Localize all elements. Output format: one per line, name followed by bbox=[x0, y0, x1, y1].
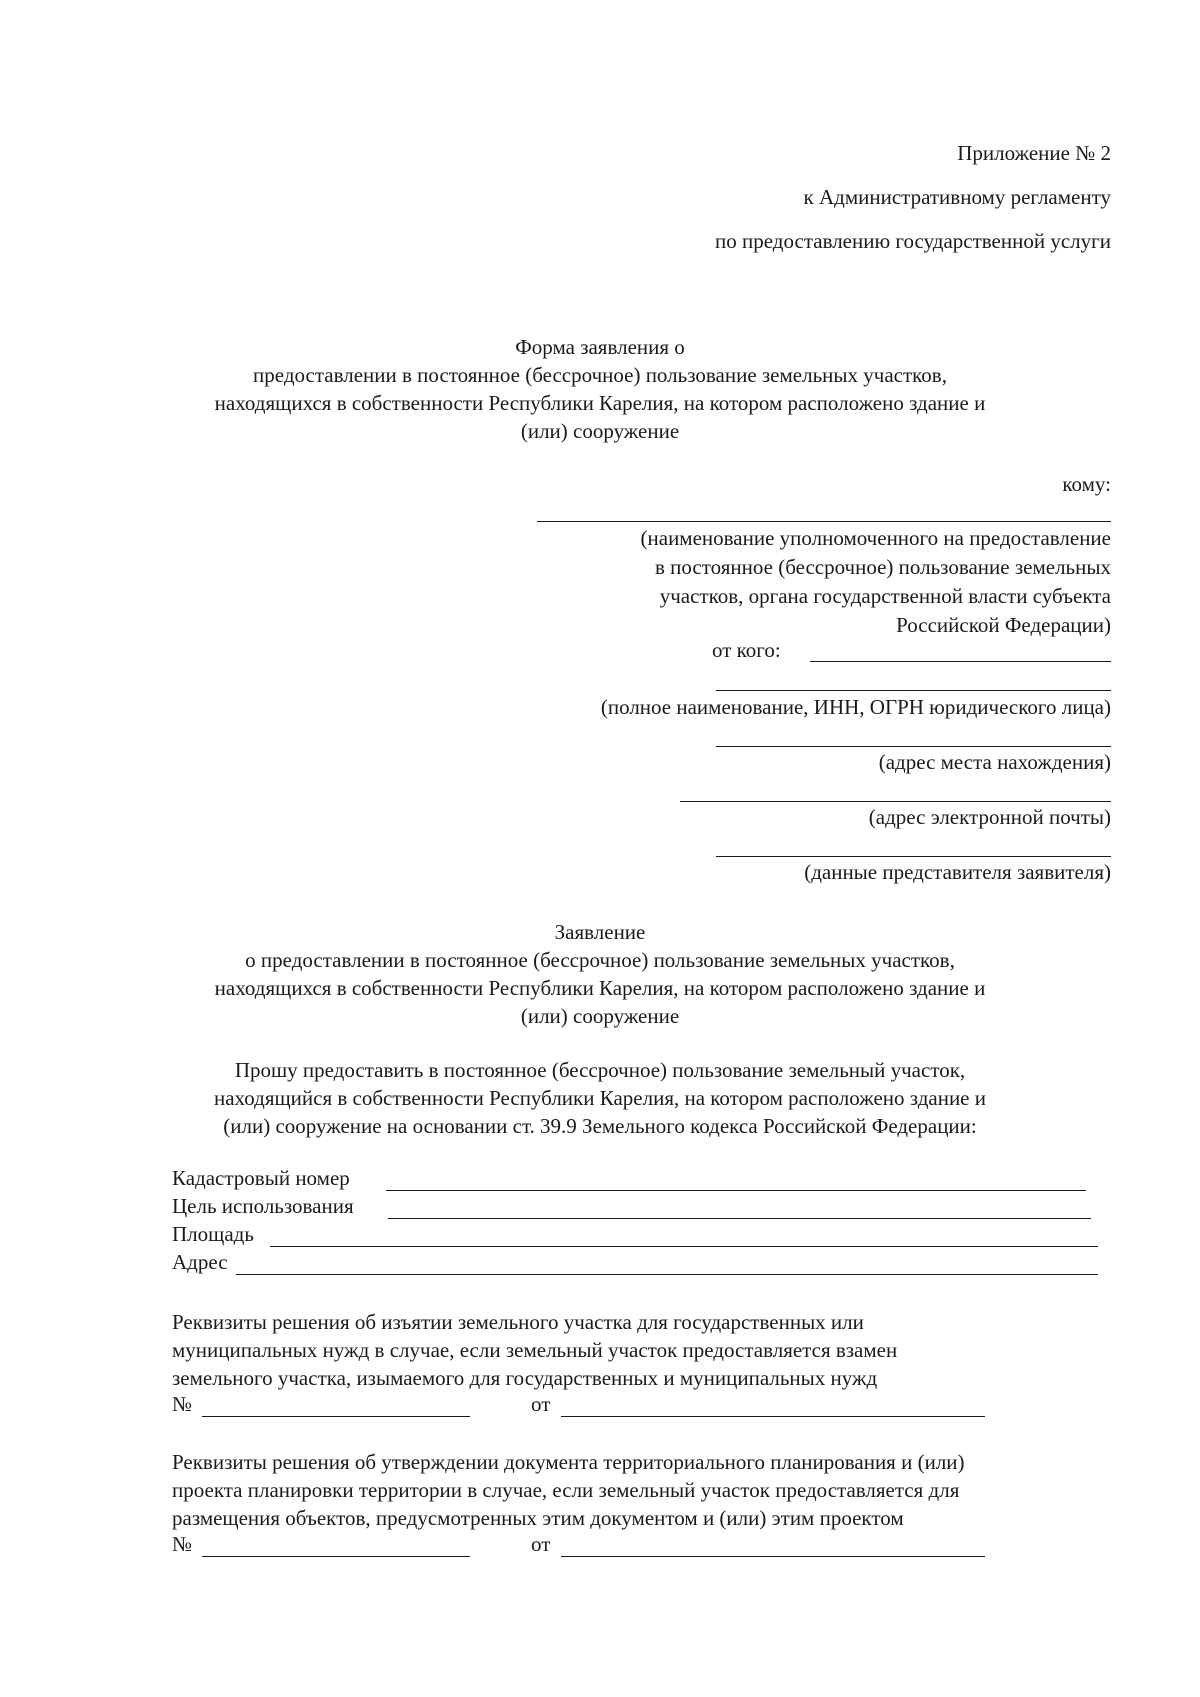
cadastral-label: Кадастровый номер bbox=[172, 1166, 350, 1190]
address-label: Адрес bbox=[172, 1250, 228, 1274]
statement-title-line-3: находящихся в собственности Республики Карелия, на котором расположено здание и bbox=[214, 976, 986, 1000]
planning-date-field[interactable] bbox=[561, 1556, 985, 1557]
legal-entity-line[interactable] bbox=[716, 690, 1111, 691]
statement-title-line-1: Заявление bbox=[554, 920, 646, 944]
planning-number-label: № bbox=[172, 1532, 193, 1556]
to-caption-line-3: участков, органа государственной власти субъекта bbox=[659, 584, 1111, 608]
seizure-line-3: земельного участка, изымаемого для государственных и муниципальных нужд bbox=[172, 1366, 878, 1390]
purpose-field[interactable] bbox=[388, 1218, 1091, 1219]
from-line[interactable] bbox=[810, 661, 1111, 662]
to-caption-line-4: Российской Федерации) bbox=[896, 613, 1111, 637]
appendix-header bbox=[715, 131, 1111, 263]
seizure-line-1: Реквизиты решения об изъятии земельного участка для государственных или bbox=[172, 1310, 864, 1334]
purpose-label: Цель использования bbox=[172, 1194, 354, 1218]
address-field[interactable] bbox=[236, 1274, 1098, 1275]
seizure-line-2: муниципальных нужд в случае, если земельный участок предоставляется взамен bbox=[172, 1338, 898, 1362]
form-title-line-2: предоставлении в постоянное (бессрочное) пользование земельных участков, bbox=[253, 363, 947, 387]
statement-title-line-4: (или) сооружение bbox=[520, 1004, 680, 1028]
from-label: от кого: bbox=[712, 638, 781, 662]
area-label: Площадь bbox=[172, 1222, 254, 1246]
seizure-paragraph bbox=[172, 1308, 897, 1392]
request-line-1: Прошу предоставить в постоянное (бессрочное) пользование земельный участок, bbox=[234, 1058, 966, 1082]
statement-title bbox=[150, 918, 1050, 1030]
planning-line-2: проекта планировки территории в случае, если земельный участок предоставляется для bbox=[172, 1478, 960, 1502]
cadastral-number-field[interactable] bbox=[386, 1190, 1086, 1191]
to-label: кому: bbox=[1062, 472, 1111, 496]
request-line-3: (или) сооружение на основании ст. 39.9 Земельного кодекса Российской Федерации: bbox=[223, 1114, 977, 1138]
location-address-caption: (адрес места нахождения) bbox=[878, 750, 1111, 774]
representative-caption: (данные представителя заявителя) bbox=[804, 860, 1111, 884]
request-line-2: находящийся в собственности Республики Карелия, на котором расположено здание и bbox=[213, 1086, 986, 1110]
area-field[interactable] bbox=[270, 1246, 1098, 1247]
seizure-date-label: от bbox=[531, 1392, 551, 1416]
planning-number-field[interactable] bbox=[202, 1556, 470, 1557]
planning-line-1: Реквизиты решения об утверждении документа территориального планирования и (или) bbox=[172, 1450, 965, 1474]
representative-line[interactable] bbox=[716, 856, 1111, 857]
appendix-regulation: к Административному регламенту bbox=[803, 185, 1111, 209]
location-address-line[interactable] bbox=[716, 746, 1111, 747]
appendix-number: Приложение № 2 bbox=[957, 141, 1111, 165]
seizure-date-field[interactable] bbox=[561, 1416, 985, 1417]
legal-entity-caption: (полное наименование, ИНН, ОГРН юридического лица) bbox=[600, 695, 1111, 719]
form-title bbox=[150, 333, 1050, 445]
seizure-number-label: № bbox=[172, 1392, 193, 1416]
email-line[interactable] bbox=[680, 801, 1111, 802]
to-caption bbox=[641, 524, 1111, 640]
to-recipient-line[interactable] bbox=[537, 521, 1111, 522]
to-caption-line-2: в постоянное (бессрочное) пользование земельных bbox=[654, 555, 1111, 579]
seizure-number-field[interactable] bbox=[202, 1416, 470, 1417]
email-caption: (адрес электронной почты) bbox=[868, 805, 1111, 829]
form-title-line-4: (или) сооружение bbox=[520, 419, 680, 443]
planning-line-3: размещения объектов, предусмотренных этим документом и (или) этим проектом bbox=[172, 1506, 904, 1530]
planning-date-label: от bbox=[531, 1532, 551, 1556]
statement-title-line-2: о предоставлении в постоянное (бессрочное) пользование земельных участков, bbox=[245, 948, 955, 972]
planning-paragraph bbox=[172, 1448, 965, 1532]
request-paragraph bbox=[150, 1056, 1050, 1140]
appendix-service: по предоставлению государственной услуги bbox=[715, 229, 1111, 253]
form-title-line-3: находящихся в собственности Республики Карелия, на котором расположено здание и bbox=[214, 391, 986, 415]
to-caption-line-1: (наименование уполномоченного на предоставление bbox=[640, 526, 1111, 550]
form-title-line-1: Форма заявления о bbox=[515, 335, 685, 359]
